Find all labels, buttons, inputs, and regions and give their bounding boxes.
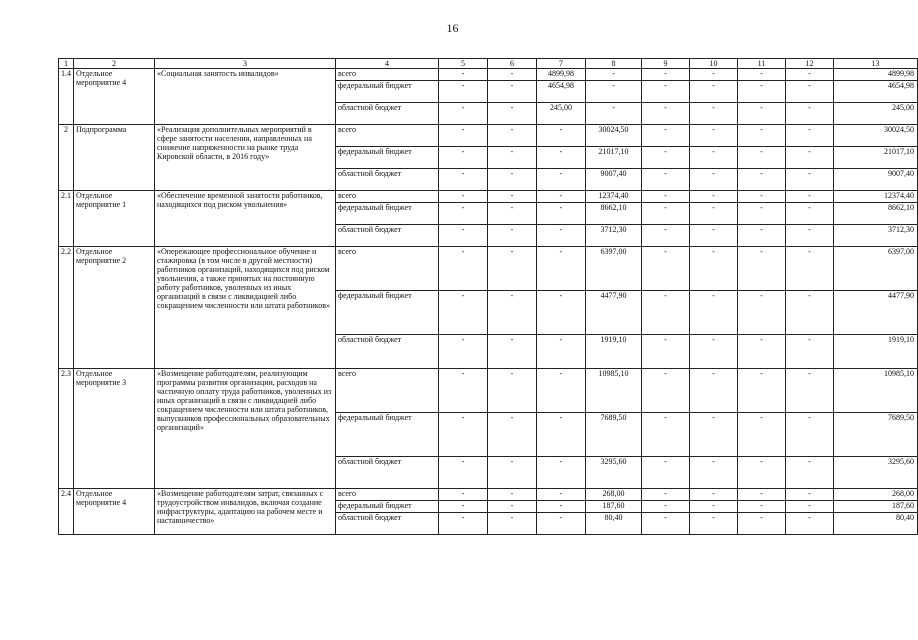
header-row xyxy=(59,59,918,69)
total-cell: 187,60 xyxy=(834,501,918,513)
funding-source: областной бюджет xyxy=(336,103,439,125)
year-value-cell: - xyxy=(439,413,488,457)
item-description: «Опережающее профессиональное обучение и стажировка (в том числе в другой местности) работников организаций, находящихся под риском увольнения, а также принятых на постоянную работу работников, уволенных из иных организаций в связи с ликвидацией либо сокращением численности или штата работников» xyxy=(155,247,336,369)
table-row xyxy=(59,125,918,147)
total-cell: 3712,30 xyxy=(834,225,918,247)
year-value-cell: - xyxy=(690,169,738,191)
year-value-cell: - xyxy=(786,489,834,501)
year-value-cell: - xyxy=(488,125,537,147)
year-value-cell: - xyxy=(786,247,834,291)
item-name: Подпрограмма xyxy=(74,125,155,191)
year-value-cell: - xyxy=(786,69,834,81)
year-value-cell: - xyxy=(690,125,738,147)
year-value-cell: - xyxy=(642,147,690,169)
year-value-cell: 6397,00 xyxy=(586,247,642,291)
year-value-cell: 10985,10 xyxy=(586,369,642,413)
year-value-cell: - xyxy=(439,169,488,191)
header-cell: 3 xyxy=(155,59,336,69)
year-value-cell: - xyxy=(738,413,786,457)
year-value-cell: - xyxy=(738,513,786,535)
year-value-cell: - xyxy=(439,191,488,203)
table-row xyxy=(59,489,918,501)
year-value-cell: 4899,98 xyxy=(537,69,586,81)
year-value-cell: - xyxy=(738,489,786,501)
year-value-cell: - xyxy=(738,369,786,413)
year-value-cell: - xyxy=(537,147,586,169)
year-value-cell: - xyxy=(690,69,738,81)
funding-source: всего xyxy=(336,369,439,413)
year-value-cell: - xyxy=(690,191,738,203)
row-number: 2.3 xyxy=(59,369,74,489)
year-value-cell: 8662,10 xyxy=(586,203,642,225)
year-value-cell: - xyxy=(690,413,738,457)
year-value-cell: - xyxy=(690,291,738,335)
year-value-cell: - xyxy=(488,513,537,535)
year-value-cell: - xyxy=(488,69,537,81)
year-value-cell: - xyxy=(586,103,642,125)
year-value-cell: 245,00 xyxy=(537,103,586,125)
funding-source: всего xyxy=(336,191,439,203)
funding-source: областной бюджет xyxy=(336,335,439,369)
header-cell: 13 xyxy=(834,59,918,69)
year-value-cell: - xyxy=(786,225,834,247)
year-value-cell: - xyxy=(537,335,586,369)
funding-source: областной бюджет xyxy=(336,169,439,191)
row-number: 2.1 xyxy=(59,191,74,247)
year-value-cell: - xyxy=(786,125,834,147)
funding-source: областной бюджет xyxy=(336,513,439,535)
year-value-cell: - xyxy=(690,369,738,413)
year-value-cell: - xyxy=(537,225,586,247)
year-value-cell: - xyxy=(537,501,586,513)
year-value-cell: - xyxy=(586,81,642,103)
year-value-cell: - xyxy=(642,69,690,81)
year-value-cell: - xyxy=(642,81,690,103)
year-value-cell: - xyxy=(642,369,690,413)
year-value-cell: - xyxy=(488,203,537,225)
year-value-cell: - xyxy=(642,413,690,457)
year-value-cell: - xyxy=(439,203,488,225)
item-description: «Реализация дополнительных мероприятий в сфере занятости населения, направленных на снижение напряженности на рынке труда Кировской области, в 2016 году» xyxy=(155,125,336,191)
year-value-cell: - xyxy=(690,247,738,291)
header-cell: 6 xyxy=(488,59,537,69)
year-value-cell: - xyxy=(642,489,690,501)
year-value-cell: - xyxy=(488,247,537,291)
year-value-cell: - xyxy=(690,103,738,125)
year-value-cell: - xyxy=(690,501,738,513)
year-value-cell: - xyxy=(786,291,834,335)
year-value-cell: - xyxy=(537,191,586,203)
year-value-cell: - xyxy=(690,203,738,225)
header-cell: 12 xyxy=(786,59,834,69)
year-value-cell: - xyxy=(786,103,834,125)
year-value-cell: - xyxy=(786,169,834,191)
header-cell: 2 xyxy=(74,59,155,69)
year-value-cell: - xyxy=(488,335,537,369)
year-value-cell: - xyxy=(642,169,690,191)
header-cell: 8 xyxy=(586,59,642,69)
year-value-cell: - xyxy=(537,291,586,335)
total-cell: 3295,60 xyxy=(834,457,918,489)
year-value-cell: - xyxy=(738,69,786,81)
funding-source: всего xyxy=(336,125,439,147)
year-value-cell: - xyxy=(786,81,834,103)
table-row xyxy=(59,247,918,291)
year-value-cell: - xyxy=(786,501,834,513)
year-value-cell: - xyxy=(786,413,834,457)
item-name: Отдельное мероприятие 3 xyxy=(74,369,155,489)
year-value-cell: - xyxy=(488,413,537,457)
year-value-cell: - xyxy=(690,147,738,169)
year-value-cell: - xyxy=(690,335,738,369)
header-cell: 11 xyxy=(738,59,786,69)
year-value-cell: - xyxy=(738,81,786,103)
year-value-cell: - xyxy=(690,513,738,535)
year-value-cell: - xyxy=(439,69,488,81)
year-value-cell: - xyxy=(439,457,488,489)
year-value-cell: - xyxy=(488,225,537,247)
year-value-cell: - xyxy=(738,203,786,225)
year-value-cell: - xyxy=(488,369,537,413)
year-value-cell: - xyxy=(642,103,690,125)
item-name: Отдельное мероприятие 1 xyxy=(74,191,155,247)
year-value-cell: - xyxy=(537,489,586,501)
year-value-cell: - xyxy=(439,291,488,335)
year-value-cell: - xyxy=(786,147,834,169)
total-cell: 10985,10 xyxy=(834,369,918,413)
year-value-cell: 21017,10 xyxy=(586,147,642,169)
year-value-cell: - xyxy=(439,125,488,147)
year-value-cell: - xyxy=(738,125,786,147)
total-cell: 8662,10 xyxy=(834,203,918,225)
year-value-cell: - xyxy=(488,191,537,203)
total-cell: 9007,40 xyxy=(834,169,918,191)
total-cell: 12374,40 xyxy=(834,191,918,203)
year-value-cell: - xyxy=(642,247,690,291)
header-cell: 10 xyxy=(690,59,738,69)
year-value-cell: - xyxy=(439,513,488,535)
year-value-cell: - xyxy=(439,335,488,369)
year-value-cell: - xyxy=(537,125,586,147)
year-value-cell: - xyxy=(439,147,488,169)
year-value-cell: - xyxy=(488,103,537,125)
year-value-cell: - xyxy=(642,125,690,147)
year-value-cell: - xyxy=(488,147,537,169)
year-value-cell: - xyxy=(642,191,690,203)
item-description: «Социальная занятость инвалидов» xyxy=(155,69,336,125)
year-value-cell: 80,40 xyxy=(586,513,642,535)
year-value-cell: - xyxy=(642,225,690,247)
header-cell: 9 xyxy=(642,59,690,69)
funding-source: федеральный бюджет xyxy=(336,147,439,169)
year-value-cell: - xyxy=(738,291,786,335)
header-cell: 1 xyxy=(59,59,74,69)
year-value-cell: - xyxy=(642,513,690,535)
table-row xyxy=(59,69,918,81)
year-value-cell: - xyxy=(439,225,488,247)
funding-source: федеральный бюджет xyxy=(336,501,439,513)
year-value-cell: - xyxy=(738,247,786,291)
year-value-cell: - xyxy=(488,291,537,335)
year-value-cell: - xyxy=(738,191,786,203)
year-value-cell: 4654,98 xyxy=(537,81,586,103)
year-value-cell: - xyxy=(738,169,786,191)
year-value-cell: 3295,60 xyxy=(586,457,642,489)
funding-source: всего xyxy=(336,247,439,291)
year-value-cell: - xyxy=(439,489,488,501)
table-row xyxy=(59,191,918,203)
item-name: Отдельное мероприятие 4 xyxy=(74,69,155,125)
total-cell: 80,40 xyxy=(834,513,918,535)
funding-source: всего xyxy=(336,69,439,81)
item-description: «Возмещение работодателям затрат, связанных с трудоустройством инвалидов, включая создание инфраструктуры, адаптацию на рабочем месте и наставничество» xyxy=(155,489,336,535)
year-value-cell: - xyxy=(738,103,786,125)
year-value-cell: - xyxy=(786,335,834,369)
funding-source: федеральный бюджет xyxy=(336,203,439,225)
year-value-cell: - xyxy=(786,203,834,225)
table-row xyxy=(59,369,918,413)
year-value-cell: - xyxy=(738,501,786,513)
year-value-cell: - xyxy=(738,335,786,369)
year-value-cell: - xyxy=(537,247,586,291)
total-cell: 4654,98 xyxy=(834,81,918,103)
year-value-cell: - xyxy=(738,225,786,247)
year-value-cell: - xyxy=(488,169,537,191)
item-description: «Обеспечение временной занятости работников, находящихся под риском увольнения» xyxy=(155,191,336,247)
year-value-cell: - xyxy=(586,69,642,81)
budget-table xyxy=(58,58,918,535)
total-cell: 268,00 xyxy=(834,489,918,501)
year-value-cell: - xyxy=(488,489,537,501)
item-name: Отдельное мероприятие 2 xyxy=(74,247,155,369)
year-value-cell: 7689,50 xyxy=(586,413,642,457)
year-value-cell: - xyxy=(642,501,690,513)
header-cell: 7 xyxy=(537,59,586,69)
header-cell: 4 xyxy=(336,59,439,69)
total-cell: 4477,90 xyxy=(834,291,918,335)
total-cell: 21017,10 xyxy=(834,147,918,169)
year-value-cell: - xyxy=(642,457,690,489)
total-cell: 6397,00 xyxy=(834,247,918,291)
funding-source: федеральный бюджет xyxy=(336,81,439,103)
row-number: 2.2 xyxy=(59,247,74,369)
year-value-cell: - xyxy=(439,501,488,513)
year-value-cell: - xyxy=(690,457,738,489)
row-number: 2 xyxy=(59,125,74,191)
total-cell: 7689,50 xyxy=(834,413,918,457)
year-value-cell: 9007,40 xyxy=(586,169,642,191)
funding-source: областной бюджет xyxy=(336,225,439,247)
header-cell: 5 xyxy=(439,59,488,69)
total-cell: 245,00 xyxy=(834,103,918,125)
item-description: «Возмещение работодателям, реализующим программы развития организации, расходов на частичную оплату труда работников, уволенных из иных организаций в связи с ликвидацией либо сокращением численности или штата работников, выпускников профессиональных образовательных организаций» xyxy=(155,369,336,489)
row-number: 2.4 xyxy=(59,489,74,535)
year-value-cell: - xyxy=(488,501,537,513)
year-value-cell: - xyxy=(690,225,738,247)
year-value-cell: 3712,30 xyxy=(586,225,642,247)
year-value-cell: - xyxy=(690,489,738,501)
year-value-cell: 187,60 xyxy=(586,501,642,513)
page-number: 16 xyxy=(446,21,459,35)
year-value-cell: - xyxy=(537,369,586,413)
year-value-cell: - xyxy=(439,247,488,291)
year-value-cell: - xyxy=(537,513,586,535)
year-value-cell: - xyxy=(642,203,690,225)
year-value-cell: 1919,10 xyxy=(586,335,642,369)
year-value-cell: - xyxy=(786,457,834,489)
year-value-cell: - xyxy=(786,513,834,535)
funding-source: федеральный бюджет xyxy=(336,291,439,335)
year-value-cell: - xyxy=(690,81,738,103)
year-value-cell: 268,00 xyxy=(586,489,642,501)
total-cell: 4899,98 xyxy=(834,69,918,81)
year-value-cell: - xyxy=(738,457,786,489)
year-value-cell: - xyxy=(786,369,834,413)
year-value-cell: - xyxy=(488,81,537,103)
year-value-cell: - xyxy=(786,191,834,203)
year-value-cell: 12374,40 xyxy=(586,191,642,203)
year-value-cell: - xyxy=(537,203,586,225)
funding-source: областной бюджет xyxy=(336,457,439,489)
year-value-cell: - xyxy=(738,147,786,169)
year-value-cell: - xyxy=(488,457,537,489)
item-name: Отдельное мероприятие 4 xyxy=(74,489,155,535)
year-value-cell: - xyxy=(537,413,586,457)
funding-source: федеральный бюджет xyxy=(336,413,439,457)
year-value-cell: - xyxy=(642,335,690,369)
year-value-cell: 30024,50 xyxy=(586,125,642,147)
year-value-cell: - xyxy=(537,169,586,191)
year-value-cell: 4477,90 xyxy=(586,291,642,335)
funding-source: всего xyxy=(336,489,439,501)
year-value-cell: - xyxy=(439,103,488,125)
total-cell: 1919,10 xyxy=(834,335,918,369)
year-value-cell: - xyxy=(439,369,488,413)
year-value-cell: - xyxy=(642,291,690,335)
row-number: 1.4 xyxy=(59,69,74,125)
year-value-cell: - xyxy=(537,457,586,489)
total-cell: 30024,50 xyxy=(834,125,918,147)
year-value-cell: - xyxy=(439,81,488,103)
